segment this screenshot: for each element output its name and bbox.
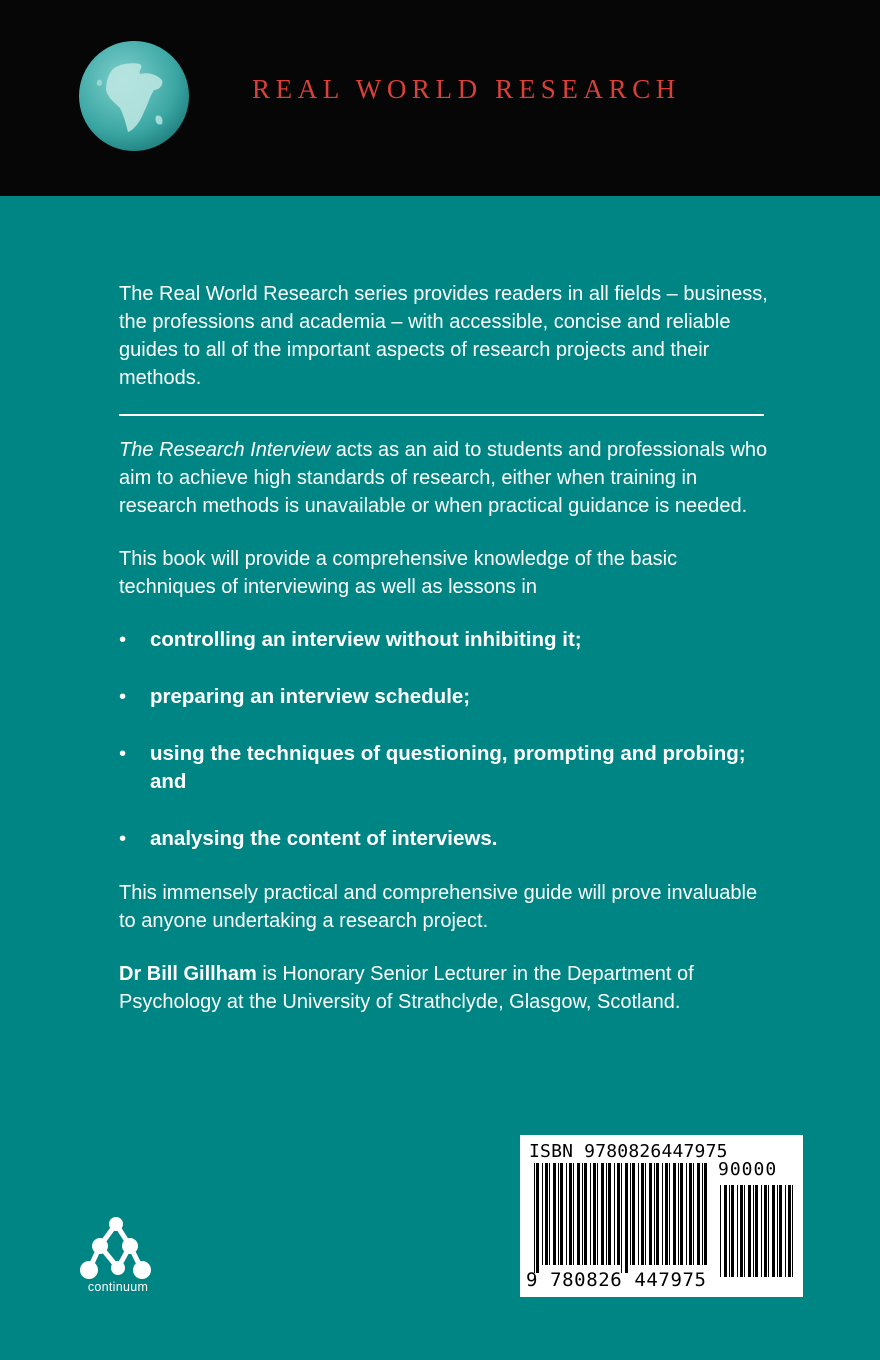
book-description xyxy=(119,436,769,520)
barcode-bar xyxy=(680,1163,683,1265)
barcode-bar xyxy=(779,1185,782,1277)
barcode-bar xyxy=(704,1163,707,1265)
barcode-bar xyxy=(772,1185,775,1277)
closing-statement: This immensely practical and comprehensive guide will prove invaluable to anyone undertaking a research project. xyxy=(119,882,758,932)
barcode-bar xyxy=(553,1163,556,1265)
barcode-bar xyxy=(630,1163,631,1265)
barcode-bar xyxy=(744,1185,745,1277)
barcode-bar xyxy=(737,1185,738,1277)
bullet-icon: • xyxy=(119,827,127,850)
addon-digits: 90000 xyxy=(718,1159,778,1180)
barcode-bar xyxy=(702,1163,703,1265)
barcode-bar xyxy=(785,1185,786,1277)
barcode-bar xyxy=(590,1163,591,1265)
barcode-bar xyxy=(536,1163,539,1273)
barcode-bar xyxy=(545,1163,548,1265)
barcode-bar xyxy=(656,1163,659,1265)
barcode-bar xyxy=(678,1163,679,1265)
list-item xyxy=(119,683,769,711)
list-item-text: using the techniques of questioning, prompting and probing; and xyxy=(150,742,746,793)
barcode-bar xyxy=(560,1163,563,1265)
header-band xyxy=(0,0,880,196)
barcode-bar xyxy=(720,1185,721,1277)
barcode-bar xyxy=(665,1163,668,1265)
barcode xyxy=(520,1135,803,1297)
author-bio xyxy=(119,960,769,1016)
barcode-bar xyxy=(641,1163,644,1265)
barcode-bar xyxy=(614,1163,615,1265)
barcode-bar xyxy=(768,1185,769,1277)
list-item xyxy=(119,825,769,853)
barcode-bar xyxy=(755,1185,758,1277)
ean-digits: 9 780826 447975 xyxy=(526,1269,707,1291)
barcode-bar xyxy=(549,1163,550,1265)
lessons-list xyxy=(119,626,769,853)
barcode-bar xyxy=(654,1163,655,1265)
series-name: REAL WORLD RESEARCH xyxy=(252,74,681,104)
barcode-bar xyxy=(621,1163,622,1273)
barcode-bar xyxy=(597,1163,598,1265)
book-title: The Research Interview xyxy=(119,439,331,461)
barcode-bar xyxy=(689,1163,692,1265)
barcode-bar xyxy=(740,1185,743,1277)
barcode-bar xyxy=(534,1163,535,1273)
barcode-bar xyxy=(601,1163,604,1265)
publisher-name: continuum xyxy=(87,1280,149,1294)
barcode-bar xyxy=(638,1163,639,1265)
barcode-bar xyxy=(729,1185,730,1277)
list-item-text: analysing the content of interviews. xyxy=(150,827,498,850)
barcode-bar xyxy=(577,1163,580,1265)
book-description-text: acts as an aid to students and professionals who aim to achieve high standards of research, either when training in research methods is unavailable or when practical guidance is needed. xyxy=(119,439,768,517)
barcode-bar xyxy=(792,1185,793,1277)
barcode-bar xyxy=(761,1185,762,1277)
barcode-bar xyxy=(748,1185,751,1277)
barcode-bar xyxy=(608,1163,611,1265)
barcode-bar xyxy=(649,1163,652,1265)
barcode-bar xyxy=(569,1163,572,1265)
barcode-bar xyxy=(686,1163,687,1265)
series-intro: The Real World Research series provides readers in all fields – business, the professions and academia – with accessible, concise and reliable guides to all of the important aspects of research projects and their methods. xyxy=(119,283,768,389)
barcode-bar xyxy=(593,1163,596,1265)
bullet-icon: • xyxy=(119,685,127,708)
barcode-bar xyxy=(625,1163,628,1273)
barcode-bar xyxy=(673,1163,676,1265)
barcode-bar xyxy=(788,1185,791,1277)
bullet-icon: • xyxy=(119,628,127,651)
isbn-label: ISBN 9780826447975 xyxy=(529,1141,728,1162)
list-item xyxy=(119,740,769,796)
bullet-icon: • xyxy=(119,742,127,765)
barcode-bar xyxy=(558,1163,559,1265)
barcode-bar xyxy=(662,1163,663,1265)
barcode-bar xyxy=(693,1163,694,1265)
barcode-bar xyxy=(777,1185,778,1277)
barcode-bar xyxy=(753,1185,754,1277)
barcode-bar xyxy=(582,1163,583,1265)
barcode-bar xyxy=(645,1163,646,1265)
list-item-text: controlling an interview without inhibiting it; xyxy=(150,628,582,651)
back-cover-text xyxy=(119,280,769,1016)
list-item xyxy=(119,626,769,654)
divider xyxy=(119,414,764,416)
barcode-bar xyxy=(542,1163,543,1265)
barcode-bar xyxy=(697,1163,700,1265)
globe-icon xyxy=(78,40,190,152)
barcode-bar xyxy=(566,1163,567,1265)
lessons-intro: This book will provide a comprehensive knowledge of the basic techniques of interviewing as well as lessons in xyxy=(119,548,678,598)
barcode-bar xyxy=(764,1185,767,1277)
barcode-bar xyxy=(731,1185,734,1277)
author-bio-text: is Honorary Senior Lecturer in the Department of Psychology at the University of Strathclyde, Glasgow, Scotland. xyxy=(119,963,694,1013)
barcode-bar xyxy=(617,1163,620,1265)
barcode-bar xyxy=(606,1163,607,1265)
list-item-text: preparing an interview schedule; xyxy=(150,685,471,708)
barcode-bar xyxy=(632,1163,635,1265)
barcode-bar xyxy=(573,1163,574,1265)
barcode-bar xyxy=(669,1163,670,1265)
barcode-bar xyxy=(724,1185,727,1277)
barcode-bar xyxy=(584,1163,587,1265)
author-name: Dr Bill Gillham xyxy=(119,963,257,985)
